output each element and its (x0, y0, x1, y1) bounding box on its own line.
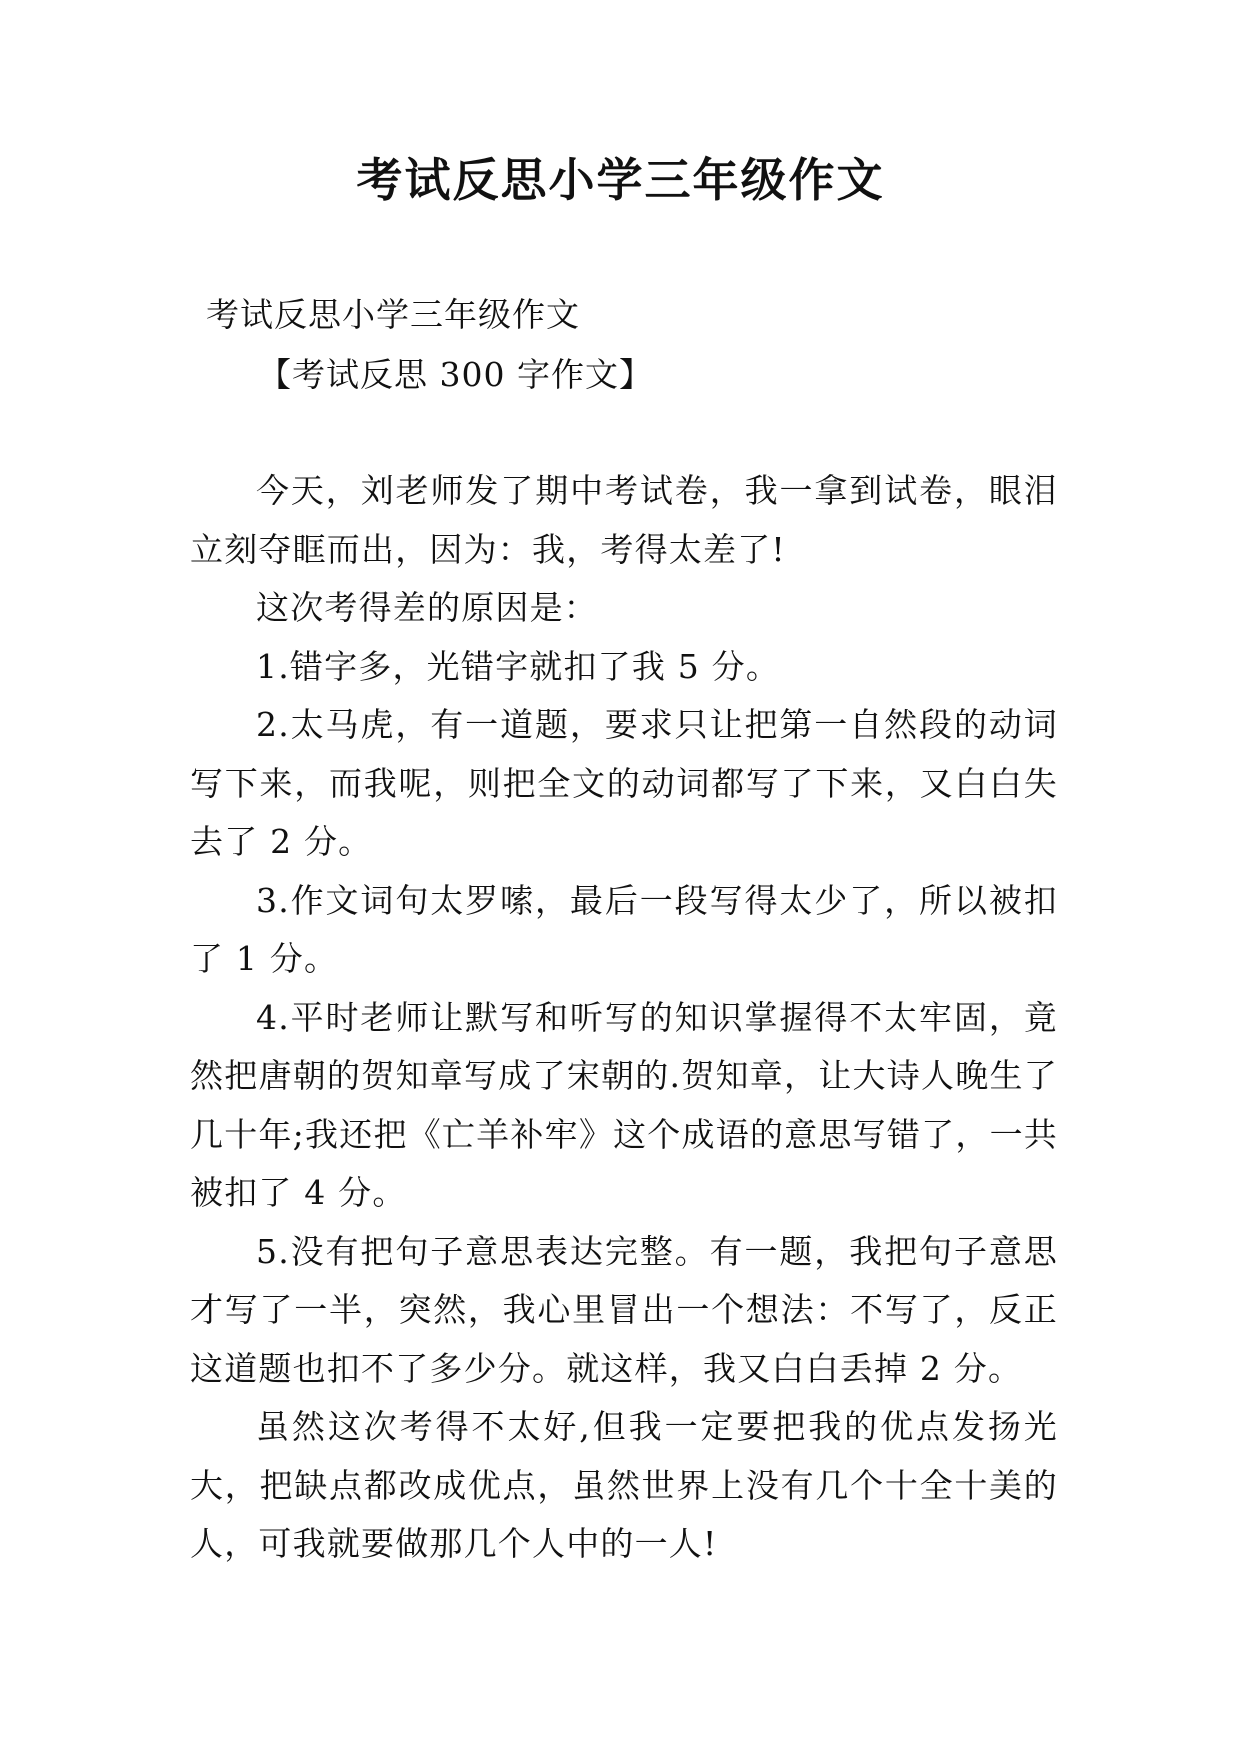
paragraph: 5.没有把句子意思表达完整。有一题，我把句子意思才写了一半，突然，我心里冒出一个想法：不写了，反正这道题也扣不了多少分。就这样，我又白白丢掉 2 分。 (190, 1231, 1058, 1388)
paragraph: 这次考得差的原因是： (256, 588, 598, 627)
paragraph: 今天，刘老师发了期中考试卷，我一拿到试卷，眼泪立刻夺眶而出，因为：我，考得太差了! (190, 471, 1058, 569)
paragraph: 2.太马虎，有一道题，要求只让把第一自然段的动词写下来，而我呢，则把全文的动词都写了下来，又白白失去了 2 分。 (190, 705, 1058, 861)
paragraph: 虽然这次考得不太好,但我一定要把我的优点发扬光大，把缺点都改成优点，虽然世界上没有几个十全十美的人，可我就要做那几个人中的一人! (190, 1407, 1058, 1563)
paragraph: 1.错字多，光错字就扣了我 5 分。 (256, 646, 781, 686)
document-subtitle: 考试反思小学三年级作文 (206, 295, 580, 334)
essay-body (190, 462, 1058, 1574)
paragraph: 3.作文词句太罗嗦，最后一段写得太少了，所以被扣了 1 分。 (190, 880, 1058, 978)
document-title: 考试反思小学三年级作文 (356, 153, 885, 207)
essay-tag-line: 【考试反思 300 字作文】 (258, 355, 653, 394)
paragraph: 4.平时老师让默写和听写的知识掌握得不太牢固，竟然把唐朝的贺知章写成了宋朝的.贺知章，让大诗人晚生了几十年;我还把《亡羊补牢》这个成语的意思写错了，一共被扣了 4 分。 (190, 997, 1058, 1212)
